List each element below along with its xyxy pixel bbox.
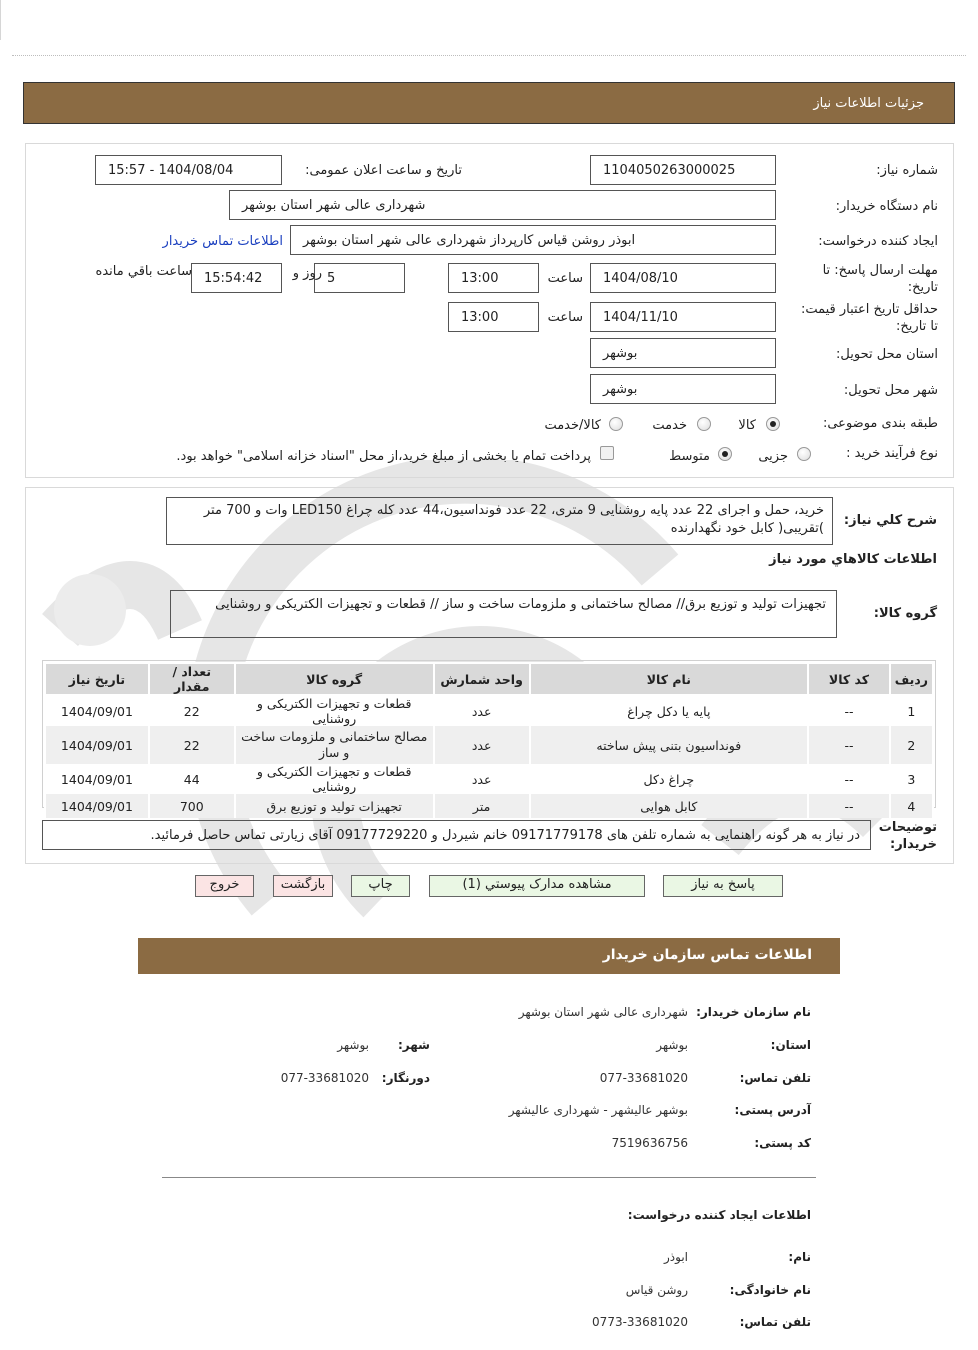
process-type-label: نوع فرآیند خرید : (846, 446, 938, 461)
cell-code: -- (808, 764, 890, 794)
price-validity-label (801, 301, 938, 335)
creator-first-name-label: نام: (788, 1250, 811, 1264)
category-radio-goods-service[interactable] (609, 417, 623, 431)
cell-quantity: 700 (149, 794, 235, 818)
left-edge-line (0, 0, 1, 40)
cell-quantity: 22 (149, 695, 235, 726)
contact-province-value: بوشهر (656, 1038, 688, 1052)
category-radio-goods[interactable] (766, 417, 780, 431)
cell-need-date: 1404/09/01 (45, 695, 149, 726)
cell-unit: عدد (434, 726, 530, 764)
creator-first-name-value: ابوذر (663, 1250, 688, 1264)
creator-info-title: اطلاعات ایجاد کننده درخواست: (627, 1208, 811, 1222)
goods-group-label: گروه کالا: (873, 606, 937, 621)
items-table-wrapper (42, 660, 936, 814)
contact-address-label: آدرس پستی: (734, 1103, 811, 1117)
creator-label: ایجاد کننده درخواست: (818, 234, 938, 249)
contact-postal-value: 7519636756 (611, 1136, 688, 1150)
cell-name: کابل هوایی (530, 794, 809, 818)
buyer-notes-label (879, 819, 937, 853)
process-radio-medium[interactable] (718, 447, 732, 461)
goods-group-text: تجهیزات تولید و توزیع برق// مصالح ساختمانی و ملزومات ساخت و ساز // قطعات و تجهیزات الکتریکی و روشنایی (215, 597, 826, 612)
cell-row-number: 3 (890, 764, 933, 794)
buyer-contact-header (138, 938, 840, 974)
price-validity-label-line-1: حداقل تاریخ اعتبار قیمت: (800, 302, 938, 317)
cell-name: پایه یا دکل چراغ (530, 695, 809, 726)
creator-phone-value: 0773-33681020 (592, 1315, 688, 1329)
exit-button[interactable]: خروج (195, 875, 254, 897)
category-option-goods: کالا (738, 418, 756, 433)
creator-phone-label: تلفن تماس: (739, 1315, 811, 1329)
table-row (45, 726, 933, 764)
col-header-group: گروه کالا (235, 663, 434, 695)
category-option-goods-service: کالا/خدمت (544, 418, 601, 433)
buyer-org-field: شهرداری عالی شهر استان بوشهر (229, 190, 776, 220)
delivery-province-label: استان محل تحویل: (836, 347, 938, 362)
need-number-label: شماره نیاز: (876, 163, 938, 178)
category-option-service: خدمت (652, 418, 687, 433)
price-validity-time-word: ساعت (547, 310, 583, 325)
col-header-quantity: تعداد / مقدار (149, 663, 235, 695)
deadline-time-word: ساعت (547, 271, 583, 286)
items-table-header-row (45, 663, 933, 695)
buyer-contact-title: اطلاعات تماس سازمان خریدار (602, 947, 812, 963)
contact-phone-value: 077-33681020 (599, 1071, 688, 1085)
col-header-code: کد کالا (808, 663, 890, 695)
contact-fax-label: دورنگار: (381, 1071, 430, 1085)
price-validity-date-field: 1404/11/10 (590, 302, 776, 332)
page-header-bar (23, 82, 955, 124)
cell-quantity: 22 (149, 726, 235, 764)
col-header-unit: واحد شمارش (434, 663, 530, 695)
contact-divider (162, 1177, 816, 1178)
cell-unit: عدد (434, 764, 530, 794)
view-attachments-button[interactable]: مشاهده مدارک پیوستي (1) (429, 875, 645, 897)
creator-last-name-label: نام خانوادگی: (729, 1283, 811, 1297)
contact-fax-value: 077-33681020 (280, 1071, 369, 1085)
cell-group: قطعات و تجهیزات الکتریکی و روشنایی (235, 695, 434, 726)
contact-org-value: شهرداری عالی شهر استان بوشهر (518, 1005, 688, 1019)
cell-name: چراغ دکل (530, 764, 809, 794)
days-remaining-field: 5 (314, 263, 405, 293)
cell-need-date: 1404/09/01 (45, 726, 149, 764)
cell-unit: متر (434, 794, 530, 818)
table-row (45, 695, 933, 726)
summary-label: شرح کلي نیاز: (843, 513, 937, 528)
process-option-minor: جزیی (758, 449, 788, 464)
treasury-payment-note: پرداخت تمام یا بخشی از مبلغ خرید،از محل "اسناد خزانه اسلامی" خواهد بود. (176, 449, 591, 464)
goods-info-title: اطلاعات کالاهاي مورد نیاز (769, 552, 937, 567)
need-number-field: 1104050263000025 (590, 155, 776, 185)
announce-datetime-label: تاریخ و ساعت اعلان عمومی: (305, 163, 462, 178)
contact-province-label: استان: (770, 1038, 811, 1052)
table-row (45, 794, 933, 818)
delivery-province-field: بوشهر (590, 338, 776, 368)
treasury-payment-checkbox[interactable] (600, 446, 614, 460)
cell-need-date: 1404/09/01 (45, 794, 149, 818)
col-header-row-number: ردیف (890, 663, 933, 695)
col-header-need-date: تاریخ نیاز (45, 663, 149, 695)
deadline-label (823, 262, 938, 296)
creator-last-name-value: روشن قیاس (625, 1283, 688, 1297)
remaining-time-field: 15:54:42 (191, 263, 282, 293)
page-title: جزئیات اطلاعات نیاز (813, 96, 924, 111)
remaining-time-word: ساعت باقي مانده (95, 264, 192, 279)
deadline-label-line-2: تاریخ: (907, 280, 938, 295)
reply-button[interactable]: پاسخ به نیاز (663, 875, 783, 897)
contact-postal-label: کد پستی: (754, 1136, 811, 1150)
summary-text-box (166, 497, 833, 545)
contact-org-label: نام سازمان خریدار: (696, 1005, 811, 1019)
delivery-city-label: شهر محل تحویل: (843, 383, 938, 398)
top-dotted-separator (12, 55, 966, 56)
items-table (44, 662, 934, 818)
cell-quantity: 44 (149, 764, 235, 794)
cell-row-number: 4 (890, 794, 933, 818)
days-word: روز و (292, 266, 322, 281)
cell-code: -- (808, 695, 890, 726)
cell-code: -- (808, 794, 890, 818)
cell-group: قطعات و تجهیزات الکتریکی و روشنایی (235, 764, 434, 794)
contact-city-label: شهر: (398, 1038, 430, 1052)
cell-group: مصالح ساختمانی و ملزومات ساخت و ساز (235, 726, 434, 764)
creator-field: ابوذر روشن قیاس کارپرداز شهرداری عالی شهر استان بوشهر (290, 225, 776, 255)
cell-group: تجهیزات تولید و توزیع برق (235, 794, 434, 818)
deadline-date-field: 1404/08/10 (590, 263, 776, 293)
cell-name: فونداسیون بتنی پیش ساخته (530, 726, 809, 764)
cell-code: -- (808, 726, 890, 764)
buyer-notes-label-line-2: خریدار: (890, 837, 937, 852)
category-radio-service[interactable] (697, 417, 711, 431)
category-label: طبقه بندی موضوعی: (822, 416, 938, 431)
cell-row-number: 2 (890, 726, 933, 764)
buyer-contact-link[interactable]: اطلاعات تماس خریدار (162, 234, 283, 249)
col-header-name: نام کالا (530, 663, 809, 695)
contact-address-value: بوشهر عالیشهر - شهرداری عالیشهر (508, 1103, 688, 1117)
table-row (45, 764, 933, 794)
cell-need-date: 1404/09/01 (45, 764, 149, 794)
buyer-notes-label-line-1: توضیحات (878, 820, 937, 835)
contact-phone-label: تلفن تماس: (739, 1071, 811, 1085)
print-button[interactable]: چاپ (351, 875, 410, 897)
buyer-notes-text: در نیاز به هر گونه راهنمایی به شماره تلفن های 09171779178 خانم شیردل و 09177729220 آقای زیارتی تماس حاصل فرمائید. (150, 827, 860, 843)
summary-text: خرید، حمل و اجرای 22 عدد پایه روشنایی 9 متری، 22 عدد فونداسیون،44 عدد کله چراغ LED150 وات و 700 متر )تقریبی( کابل خود نگهدارنده (203, 503, 824, 536)
price-validity-label-line-2: تا تاریخ: (896, 319, 938, 334)
goods-group-box (170, 590, 837, 638)
contact-city-value: بوشهر (337, 1038, 369, 1052)
deadline-label-line-1: مهلت ارسال پاسخ: تا (822, 263, 938, 278)
delivery-city-field: بوشهر (590, 374, 776, 404)
cell-unit: عدد (434, 695, 530, 726)
process-radio-minor[interactable] (797, 447, 811, 461)
buyer-org-label: نام دستگاه خریدار: (835, 199, 938, 214)
price-validity-time-field: 13:00 (448, 302, 539, 332)
cell-row-number: 1 (890, 695, 933, 726)
announce-datetime-field: 1404/08/04 - 15:57 (95, 155, 282, 185)
buyer-notes-box (42, 820, 871, 850)
back-button[interactable]: بازگشت (273, 875, 333, 897)
process-option-medium: متوسط (669, 449, 710, 464)
deadline-time-field: 13:00 (448, 263, 539, 293)
